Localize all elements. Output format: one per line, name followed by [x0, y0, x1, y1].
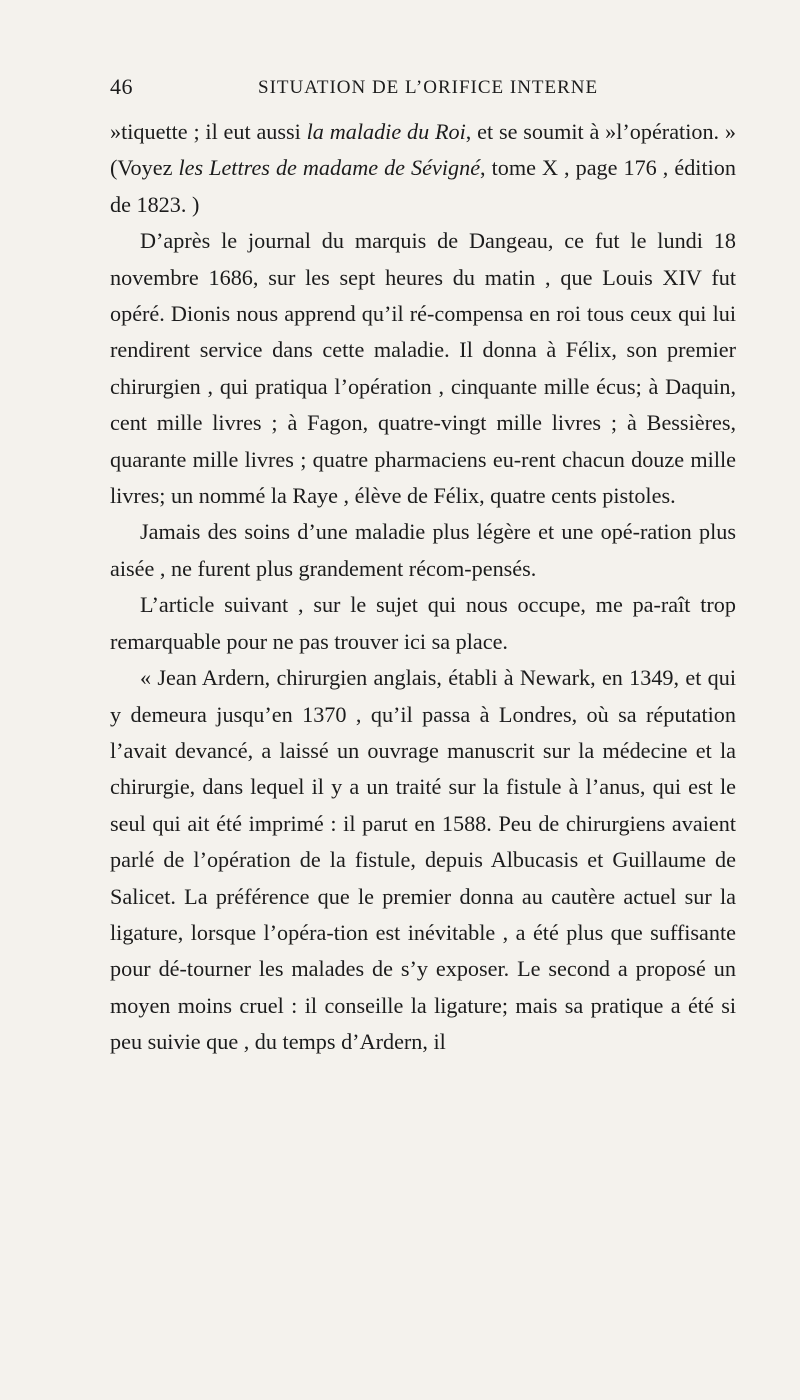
paragraph — [110, 223, 736, 514]
paragraph — [110, 114, 736, 223]
text-run: , et se soumit à »l’opération. » (Voyez — [110, 119, 736, 181]
page-number: 46 — [110, 74, 133, 99]
text-run: « Jean Ardern, chirurgien anglais, établi à Newark, en 1349, et qui y demeura jusqu’en 1370 , qu’il passa à Londres, où sa réputation l’avait devancé, a laissé un ouvrage manuscrit sur la médecine et la chirurgie, dans lequel il y a un traité sur la fistule à l’anus, qui est le seul qui ait été imprimé : il parut en 1588. Peu de chirurgiens avaient parlé de l’opération de la fistule, depuis Albucasis et Guillaume de Salicet. La préférence que le premier donna au cautère actuel sur la ligature, lorsque l’opéra-tion est inévitable , a été plus que suffisante pour dé-tourner les malades de s’y exposer. Le second a proposé un moyen moins cruel : il conseille la ligature; mais sa pratique a été si peu suivie que , du temps d’Ardern, il — [110, 665, 736, 1055]
paragraph — [110, 587, 736, 660]
text-run: , tome X , page 176 , édition de 1823. ) — [110, 155, 736, 217]
running-head — [110, 74, 736, 114]
paragraph — [110, 660, 736, 1060]
book-page — [110, 74, 736, 1061]
text-run: D’après le journal du marquis de Dangeau, ce fut le lundi 18 novembre 1686, sur les sept heures du matin , que Louis XIV fut opéré. Dionis nous apprend qu’il ré-compensa en roi tous ceux qui lui rendirent service dans cette maladie. Il donna à Félix, son premier chirurgien , qui pratiqua l’opération , cinquante mille écus; à Daquin, cent mille livres ; à Fagon, quatre-vingt mille livres ; à Bessières, quarante mille livres ; quatre pharmaciens eu-rent chacun douze mille livres; un nommé la Raye , élève de Félix, quatre cents pistoles. — [110, 228, 736, 509]
paragraph — [110, 514, 736, 587]
running-title: SITUATION DE L’ORIFICE INTERNE — [258, 77, 599, 98]
italic-title: la maladie du Roi — [306, 119, 466, 144]
text-run: L’article suivant , sur le sujet qui nous occupe, me pa-raît trop remarquable pour ne pas trouver ici sa place. — [110, 592, 736, 654]
italic-title: les Lettres de madame de Sévigné — [178, 155, 481, 181]
text-run: Jamais des soins d’une maladie plus légère et une opé-ration plus aisée , ne furent plus grandement récom-pensés. — [110, 519, 736, 581]
text-run: »tiquette ; il eut aussi — [110, 119, 307, 144]
body-text — [110, 114, 736, 1061]
